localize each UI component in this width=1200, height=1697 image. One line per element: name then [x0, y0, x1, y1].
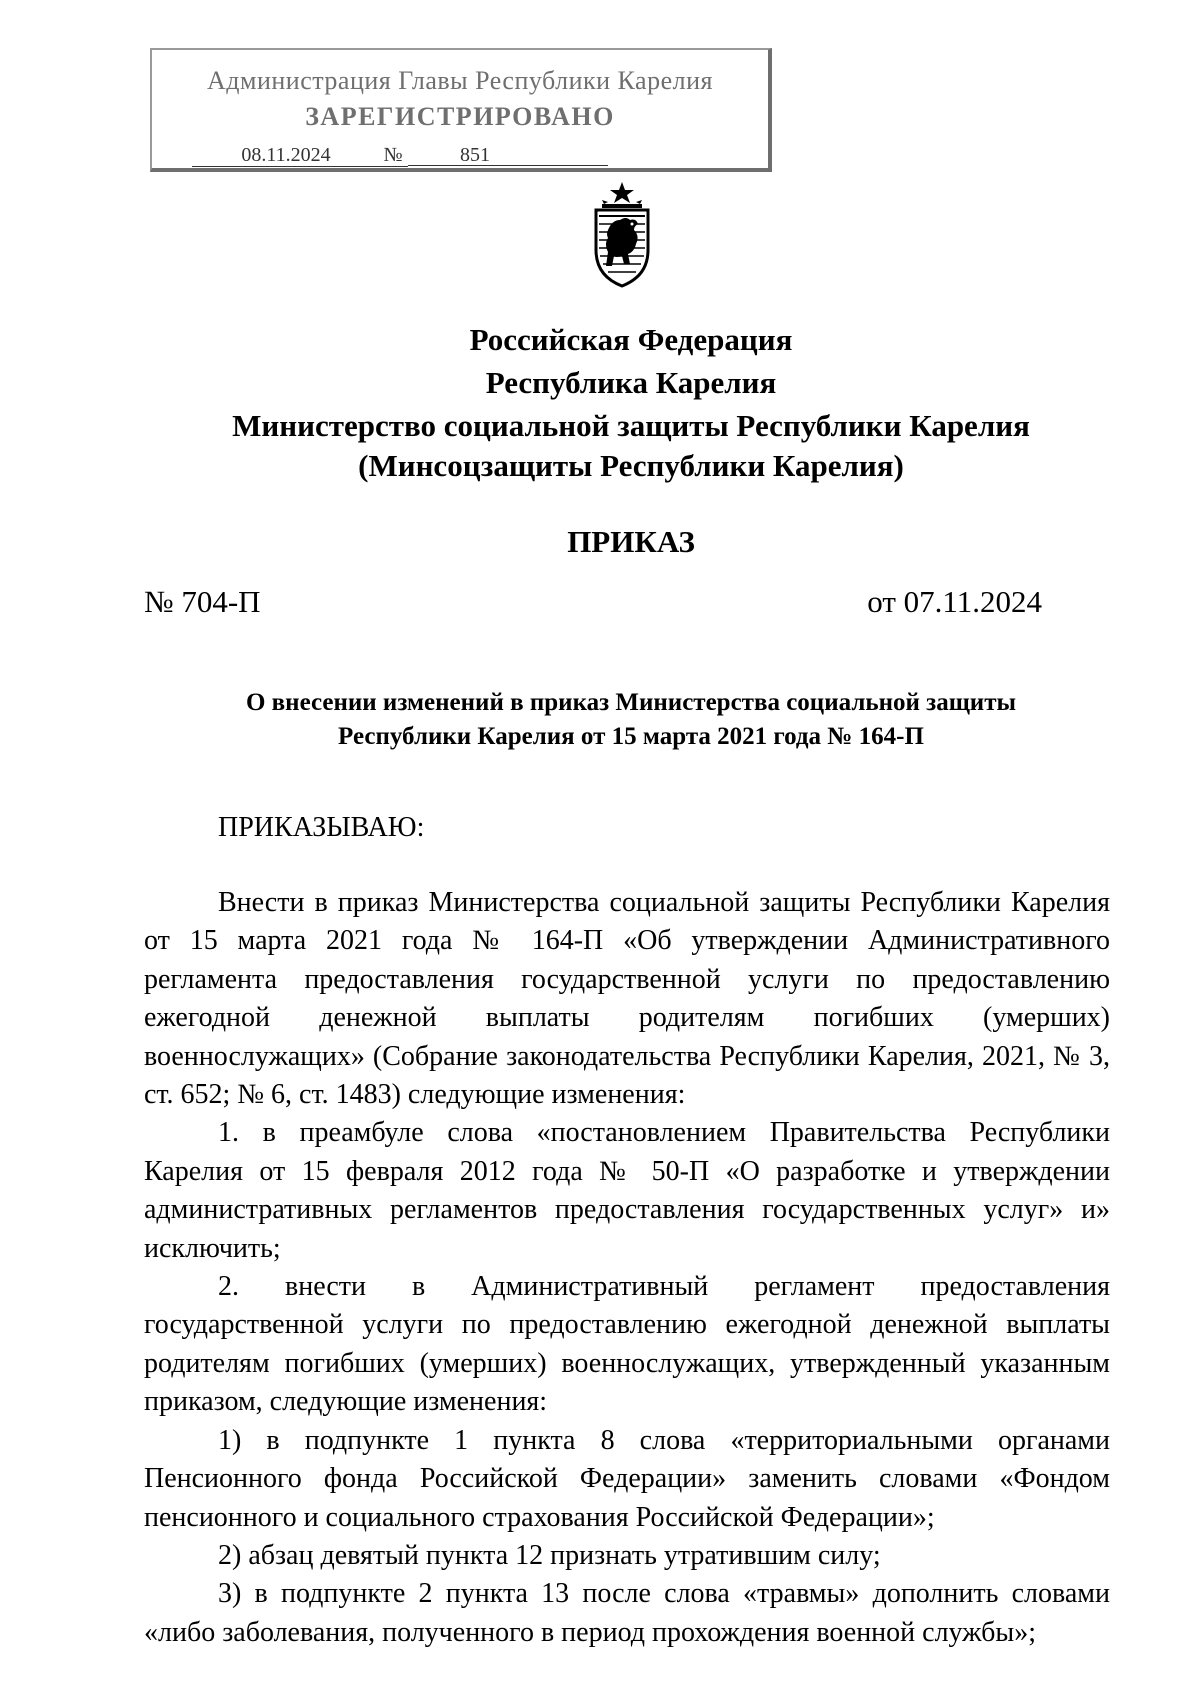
header-ministry-short: (Минсоцзащиты Республики Карелия) [358, 448, 904, 483]
registration-stamp [150, 48, 772, 172]
stamp-registration-row [192, 144, 752, 168]
stamp-number: 851 [408, 144, 608, 166]
stamp-date: 08.11.2024 [192, 144, 380, 167]
order-number: № 704-П [144, 584, 261, 619]
body-paragraph: Внести в приказ Министерства социальной защиты Республики Карелия от 15 марта 2021 года № 164-П «Об утверждении Административного регламента предоставления государственной услуги по предоставлению ежегодной денежной выплаты родителям погибших (умерших) военнослужащих» (Собрание законодательства Республики Карелия, 2021, № 3, ст. 652; № 6, ст. 1483) следующие изменения: [144, 887, 1110, 1111]
document-body [144, 884, 1110, 1652]
subject-line-2: Республики Карелия от 15 марта 2021 года № 164-П [338, 723, 924, 750]
header-region: Республика Карелия [485, 365, 777, 400]
stamp-status: ЗАРЕГИСТРИРОВАНО [305, 102, 615, 131]
body-paragraph: 1) в подпункте 1 пункта 8 слова «территориальными органами Пенсионного фонда Российской Федерации» заменить словами «Фондом пенсионного и социального страхования Российской Федерации»; [144, 1424, 1110, 1533]
document-title: ПРИКАЗ [567, 524, 695, 559]
body-paragraph: 2. внести в Административный регламент предоставления государственной услуги по предоставлению ежегодной денежной выплаты родителям погибших (умерших) военнослужащих, утвержденный указанным приказом, следующие изменения: [144, 1271, 1110, 1418]
header-country: Российская Федерация [469, 322, 793, 357]
body-paragraph: 3) в подпункте 2 пункта 13 после слова «травмы» дополнить словами «либо заболевания, полученного в период прохождения военной службы»; [144, 1578, 1110, 1648]
order-date: от 07.11.2024 [867, 584, 1042, 619]
directive-heading: ПРИКАЗЫВАЮ: [218, 812, 425, 843]
header-ministry: Министерство социальной защиты Республики Карелия [232, 408, 1030, 443]
stamp-number-sign: № [378, 144, 408, 167]
body-paragraph: 2) абзац девятый пункта 12 признать утратившим силу; [218, 1539, 881, 1571]
body-paragraph: 1. в преамбуле слова «постановлением Правительства Республики Карелия от 15 февраля 2012 года № 50-П «О разработке и утверждении административных регламентов предоставления государственных услуг» и» исключить; [144, 1117, 1110, 1264]
subject-line-1: О внесении изменений в приказ Министерства социальной защиты [245, 689, 1017, 716]
karelia-coat-of-arms-icon [588, 180, 656, 290]
stamp-title: Администрация Главы Республики Карелия [207, 66, 713, 95]
